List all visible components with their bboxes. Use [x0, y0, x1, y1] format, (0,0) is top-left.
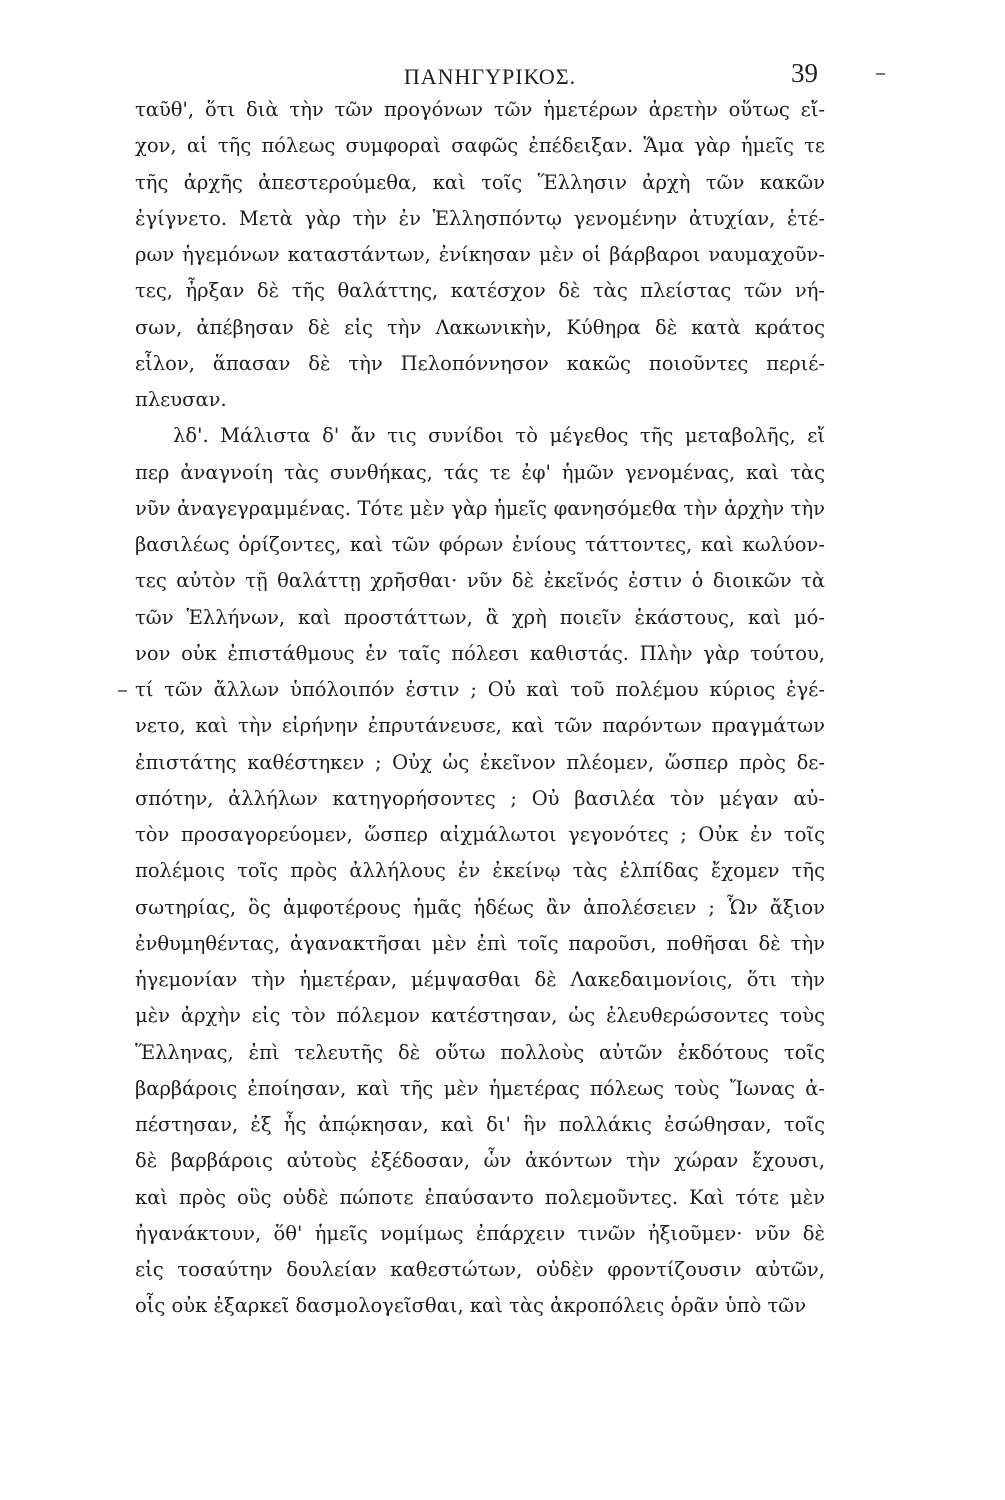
text-line: Ἕλληνας, ἐπὶ τελευτῆς δὲ οὕτω πολλοὺς αὐτῶν ἐκδότους τοῖς: [135, 1040, 825, 1064]
margin-mark: [876, 73, 885, 75]
text-line: τῶν Ἑλλήνων, καὶ προστάττων, ἃ χρὴ ποιεῖν ἑκάστους, καὶ μό-: [135, 605, 825, 629]
page-number: 39: [791, 58, 818, 88]
text-line: νον οὐκ ἐπιστάθμους ἐν ταῖς πόλεσι καθιστάς. Πλὴν γὰρ τούτου,: [135, 641, 825, 665]
text-line: οἷς οὐκ ἐξαρκεῖ δασμολογεῖσθαι, καὶ τὰς ἀκροπόλεις ὁρᾶν ὑπὸ τῶν: [135, 1294, 807, 1318]
text-line: λδ'. Μάλιστα δ' ἄν τις συνίδοι τὸ μέγεθος τῆς μεταβολῆς, εἴ: [173, 424, 825, 448]
text-line: σωτηρίας, ὃς ἀμφοτέρους ἡμᾶς ἡδέως ἂν ἀπολέσειεν ; Ὧν ἄξιον: [135, 895, 825, 919]
text-line: ἠγανάκτουν, ὅθ' ἡμεῖς νομίμως ἐπάρχειν τινῶν ἠξιοῦμεν· νῦν δὲ: [135, 1221, 825, 1245]
text-line: χον, αἱ τῆς πόλεως συμφοραὶ σαφῶς ἐπέδειξαν. Ἅμα γὰρ ἡμεῖς τε: [135, 134, 825, 158]
text-line: τες, ἦρξαν δὲ τῆς θαλάττης, κατέσχον δὲ τὰς πλείστας τῶν νή-: [135, 279, 825, 303]
text-line: ἐνθυμηθέντας, ἀγανακτῆσαι μὲν ἐπὶ τοῖς παροῦσι, ποθῆσαι δὲ τὴν: [135, 931, 825, 955]
text-line: ἐγίγνετο. Μετὰ γὰρ τὴν ἐν Ἑλλησπόντῳ γενομένην ἀτυχίαν, ἑτέ-: [135, 206, 825, 230]
text-line: περ ἀναγνοίη τὰς συνθήκας, τάς τε ἐφ' ἡμῶν γενομένας, καὶ τὰς: [135, 460, 825, 484]
text-line: τὸν προσαγορεύομεν, ὥσπερ αἰχμάλωτοι γεγονότες ; Οὐκ ἐν τοῖς: [135, 823, 825, 846]
text-line: καὶ πρὸς οὓς οὐδὲ πώποτε ἐπαύσαντο πολεμοῦντες. Καὶ τότε μὲν: [135, 1185, 825, 1209]
text-line: τες αὐτὸν τῇ θαλάττῃ χρῆσθαι· νῦν δὲ ἐκεῖνός ἐστιν ὁ διοικῶν τὰ: [135, 569, 825, 593]
text-line: πολέμοις τοῖς πρὸς ἀλλήλους ἐν ἐκείνῳ τὰς ἐλπίδας ἔχομεν τῆς: [135, 859, 825, 883]
text-line: εἷλον, ἅπασαν δὲ τὴν Πελοπόννησον κακῶς ποιοῦντες περιέ-: [135, 351, 825, 375]
text-line: σπότην, ἀλλήλων κατηγορήσοντες ; Οὐ βασιλέα τὸν μέγαν αὐ-: [135, 786, 825, 810]
text-line: τί τῶν ἄλλων ὑπόλοιπόν ἐστιν ; Οὐ καὶ τοῦ πολέμου κύριος ἐγέ-: [135, 678, 825, 701]
running-title: ΠΑΝΗΓΥΡΙΚΟΣ.: [403, 64, 577, 89]
text-line: μὲν ἀρχὴν εἰς τὸν πόλεμον κατέστησαν, ὡς ἐλευθερώσοντες τοὺς: [135, 1004, 825, 1028]
text-line: δὲ βαρβάροις αὐτοὺς ἐξέδοσαν, ὧν ἀκόντων τὴν χώραν ἔχουσι,: [135, 1149, 825, 1173]
text-line: σων, ἀπέβησαν δὲ εἰς τὴν Λακωνικὴν, Κύθηρα δὲ κατὰ κράτος: [135, 315, 825, 339]
text-line: ἐπιστάτης καθέστηκεν ; Οὐχ ὡς ἐκεῖνον πλέομεν, ὥσπερ πρὸς δε-: [135, 750, 825, 774]
margin-mark: [118, 690, 127, 692]
text-line: βασιλέως ὁρίζοντες, καὶ τῶν φόρων ἐνίους τάττοντες, καὶ κωλύον-: [135, 533, 825, 556]
text-line: πλευσαν.: [135, 388, 227, 411]
text-line: εἰς τοσαύτην δουλείαν καθεστώτων, οὐδὲν φροντίζουσιν αὐτῶν,: [135, 1258, 825, 1281]
text-line: ταῦθ', ὅτι διὰ τὴν τῶν προγόνων τῶν ἡμετέρων ἀρετὴν οὕτως εἴ-: [135, 98, 825, 121]
text-line: πέστησαν, ἐξ ἧς ἀπῴκησαν, καὶ δι' ἣν πολλάκις ἐσώθησαν, τοῖς: [135, 1113, 825, 1136]
text-line: ἡγεμονίαν τὴν ἡμετέραν, μέμψασθαι δὲ Λακεδαιμονίοις, ὅτι τὴν: [135, 968, 825, 991]
body-text: [135, 92, 825, 1325]
text-line: τῆς ἀρχῆς ἀπεστερούμεθα, καὶ τοῖς Ἕλλησιν ἀρχὴ τῶν κακῶν: [135, 170, 825, 194]
text-line: νῦν ἀναγεγραμμένας. Τότε μὲν γὰρ ἡμεῖς φανησόμεθα τὴν ἀρχὴν τὴν: [135, 496, 825, 520]
text-line: βαρβάροις ἐποίησαν, καὶ τῆς μὲν ἡμετέρας πόλεως τοὺς Ἴωνας ἀ-: [135, 1076, 825, 1100]
text-line: ρων ἡγεμόνων καταστάντων, ἐνίκησαν μὲν οἱ βάρβαροι ναυμαχοῦν-: [135, 243, 825, 266]
text-line: νετο, καὶ τὴν εἰρήνην ἐπρυτάνευσε, καὶ τῶν παρόντων πραγμάτων: [135, 714, 825, 738]
